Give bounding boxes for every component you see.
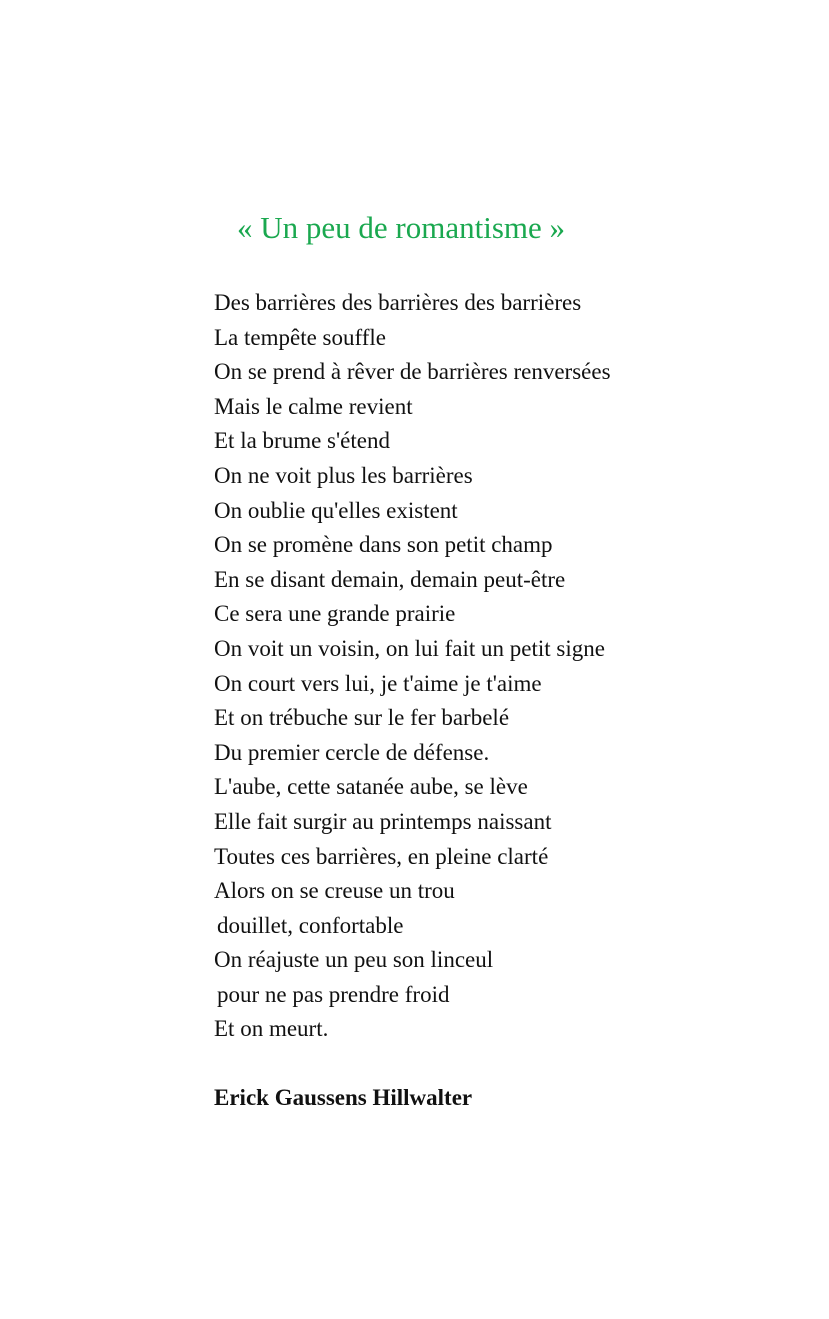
poem-line: La tempête souffle	[214, 324, 387, 350]
poem-line: On court vers lui, je t'aime je t'aime	[214, 670, 542, 696]
poem-body	[214, 286, 774, 1047]
poem-line: On se prend à rêver de barrières renversées	[214, 359, 611, 385]
poem-line: pour ne pas prendre froid	[217, 981, 450, 1007]
poem-line: Mais le calme revient	[214, 393, 413, 419]
poem-line: Et on meurt.	[214, 1016, 329, 1042]
poem-line: douillet, confortable	[217, 912, 404, 938]
poem-line: Et on trébuche sur le fer barbelé	[214, 705, 510, 731]
poem-line: Ce sera une grande prairie	[214, 601, 456, 627]
poem-line: En se disant demain, demain peut-être	[214, 566, 566, 592]
poem-author: Erick Gaussens Hillwalter	[214, 1085, 473, 1110]
poem-line: Et la brume s'étend	[214, 428, 390, 454]
poem-line: Du premier cercle de défense.	[214, 739, 490, 765]
poem-line: Elle fait surgir au printemps naissant	[214, 808, 552, 834]
poem-line: L'aube, cette satanée aube, se lève	[214, 774, 528, 800]
poem-line: On ne voit plus les barrières	[214, 462, 473, 488]
poem-line: Alors on se creuse un trou	[214, 878, 455, 904]
poem-line: On voit un voisin, on lui fait un petit signe	[214, 635, 605, 661]
poem-line: On oublie qu'elles existent	[214, 497, 458, 523]
poem-line: On réajuste un peu son linceul	[214, 947, 494, 973]
poem-line: Toutes ces barrières, en pleine clarté	[214, 843, 549, 869]
poem-title: « Un peu de romantisme »	[237, 210, 566, 245]
poem-line: On se promène dans son petit champ	[214, 532, 553, 558]
poem-line: Des barrières des barrières des barrières	[214, 290, 582, 315]
